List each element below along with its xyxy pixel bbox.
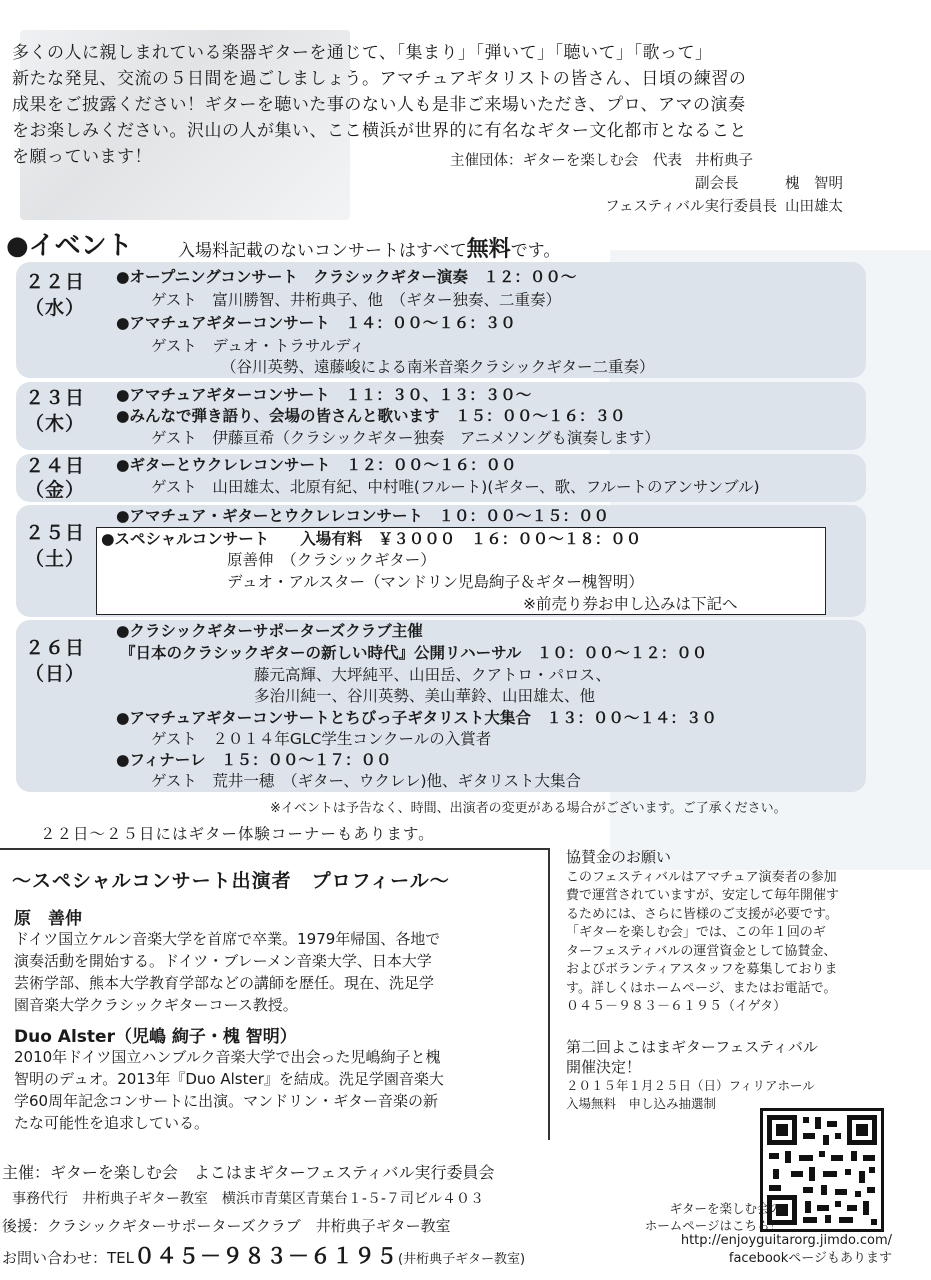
performer-name: Duo Alster（児嶋 絢子・槐 智明） [14, 1027, 297, 1047]
event-line: 『日本のクラシックギターの新しい時代』公開リハーサル １０：００～１２：００ [120, 644, 708, 662]
organizer-role: 副会長 [695, 176, 739, 192]
sponsorship-block [566, 848, 896, 1017]
organizer-person: 井桁典子 [695, 153, 753, 169]
bio-line: 学60周年記念コンサートに出演。マンドリン・ギター音楽の新 [14, 1092, 438, 1110]
day-weekday: （土） [24, 548, 85, 570]
event-line: ●アマチュアギターコンサート １４：００～１６：３０ [116, 314, 516, 332]
facebook-note: facebookページもあります [728, 1251, 892, 1266]
bio-line: 演奏活動を開始する。ドイツ・ブレーメン音楽大学、日本大学 [14, 952, 432, 970]
sponsorship-line: 費で運営されていますが、安定して毎年開催す [566, 888, 840, 903]
performer-bio [14, 1046, 534, 1134]
bio-line: 芸術学部、熊本大学教育学部などの講師を歴任。現在、洗足学 [14, 974, 435, 992]
change-notice: ※イベントは予告なく、時間、出演者の変更がある場合がございます。ご了承ください。 [270, 801, 787, 816]
performer-line: 多治川純一、谷川英勢、美山華鈴、山田雄太、他 [254, 687, 596, 705]
event-line: ●フィナーレ １５：００～１７：００ [116, 751, 392, 769]
event-guest: ゲスト 荒井一穂 （ギター、ウクレレ)他、ギタリスト大集合 [151, 772, 582, 790]
sponsorship-heading: 協賛金のお願い [566, 848, 672, 866]
day-block-24 [16, 454, 866, 502]
event-line: ●ギターとウクレレコンサート １２：００～１６：００ [116, 456, 517, 474]
day-date: ２２日 [24, 271, 85, 293]
day-date: ２６日 [24, 637, 85, 659]
day-block-22 [16, 262, 866, 378]
homepage-caption [592, 1200, 782, 1234]
event-guest: ゲスト 伊藤亘希（クラシックギター独奏 アニメソングも演奏します） [151, 429, 660, 447]
day-date: ２３日 [24, 387, 85, 409]
event-line: ●クラシックギターサポーターズクラブ主催 [116, 622, 423, 640]
next-festival-block [566, 1037, 906, 1113]
sponsorship-line: このフェスティバルはアマチュア演奏者の参加 [566, 869, 837, 885]
sponsorship-line: およびボランティアスタッフを募集しておりま [566, 962, 838, 977]
next-festival-title: 第二回よこはまギターフェスティバル [566, 1038, 818, 1056]
footer-contact [2, 1240, 525, 1270]
bio-line: たな可能性を追求している。 [14, 1114, 210, 1132]
contact-phone[interactable]: ０４５－９８３－６１９５ [134, 1244, 398, 1268]
performer-line: デュオ・アルスター（マンドリン児島絢子＆ギター槐智明） [227, 573, 644, 591]
footer-support: 後援：クラシックギターサポーターズクラブ 井桁典子ギター教室 [2, 1217, 451, 1235]
day-block-23 [16, 382, 866, 450]
organizer-block [450, 150, 890, 219]
next-festival-date: ２０１５年１月２５日（日）フィリアホール [566, 1078, 815, 1093]
intro-line: 多くの人に親しまれている楽器ギターを通じて、「集まり」「弾いて」「聴いて」「歌って」 [12, 43, 713, 63]
homepage-link[interactable]: http://enjoyguitarorg.jimdo.com/ [680, 1233, 892, 1248]
advance-ticket-note: ※前売り券お申し込みは下記へ [523, 595, 738, 613]
organizer-role: 主催団体：ギターを楽しむ会 代表 [450, 153, 682, 169]
event-guest-detail: （谷川英勢、遠藤峻による南米音楽クラシックギター二重奏） [221, 358, 655, 376]
events-sub-text: 入場料記載のないコンサートはすべて [178, 241, 467, 261]
organizer-person: 山田雄太 [785, 199, 843, 215]
footer-office: 事務代行 井桁典子ギター教室 横浜市青葉区青葉台１-５-７司ビル４０３ [12, 1191, 484, 1207]
organizer-person: 槐 智明 [785, 176, 843, 192]
event-line: ●アマチュアギターコンサートとちびっ子ギタリスト大集合 １３：００～１４：３０ [116, 709, 717, 727]
bio-line: 園音楽大学クラシックギターコース教授。 [14, 996, 298, 1014]
experience-notice: ２２日～２５日にはギター体験コーナーもあります。 [40, 825, 435, 843]
contact-suffix: (井桁典子ギター教室) [398, 1252, 526, 1267]
day-weekday: （木） [24, 413, 85, 435]
event-line: ●みんなで弾き語り、会場の皆さんと歌います １５：００～１６：３０ [116, 407, 626, 425]
sponsorship-line: す。詳しくはホームページ、またはお電話で。 [566, 980, 837, 996]
event-guest: ゲスト 富川勝智、井桁典子、他 （ギター独奏、二重奏） [151, 291, 561, 309]
day-date: ２４日 [24, 455, 85, 477]
profile-heading: ～スペシャルコンサート出演者 プロフィール～ [12, 870, 450, 892]
performer-line: 藤元高輝、大坪純平、山田岳、クアトロ・パロス、 [254, 666, 611, 684]
performer-line: 原善伸 （クラシックギター） [227, 551, 436, 569]
sponsorship-phone: ０４５－９８３－６１９５（イゲタ） [566, 999, 787, 1014]
free-label: 無料 [466, 237, 511, 262]
sponsorship-line: ターフェスティバルの運営資金として協賛金、 [566, 943, 837, 959]
special-concert-box [96, 527, 826, 615]
bio-line: ドイツ国立ケルン音楽大学を首席で卒業。1979年帰国、各地で [14, 930, 441, 948]
next-festival-title: 開催決定！ [566, 1058, 642, 1076]
next-festival-entry: 入場無料 申し込み抽選制 [566, 1096, 717, 1111]
homepage-caption-line: ホームページはこちら！ [644, 1218, 782, 1233]
events-subheading [178, 232, 560, 263]
bio-line: 智明のデュオ。2013年『Duo Alster』を結成。洗足学園音楽大 [14, 1070, 444, 1088]
events-heading: ●イベント [6, 231, 133, 261]
intro-line: 成果をご披露ください！ギターを聴いた事のない人も是非ご来場いただき、プロ、アマの演奏 [12, 95, 746, 115]
events-sub-text: です。 [510, 241, 561, 261]
intro-line: を願っています！ [12, 147, 152, 167]
organizer-role: フェスティバル実行委員長 [605, 199, 777, 215]
day-block-26 [16, 620, 866, 792]
performer-name: 原 善伸 [14, 909, 82, 929]
sponsorship-line: 「ギターを楽しむ会」では、この年１回のギ [566, 925, 826, 940]
day-weekday: （水） [24, 297, 85, 319]
event-guest: ゲスト 山田雄太、北原有紀、中村唯(フルート)(ギター、歌、フルートのアンサンブル) [151, 478, 760, 496]
event-guest: ゲスト デュオ・トラサルディ [151, 337, 365, 355]
footer-host: 主催：ギターを楽しむ会 よこはまギターフェスティバル実行委員会 [2, 1163, 495, 1182]
contact-label: お問い合わせ：TEL [2, 1249, 134, 1267]
day-weekday: （日） [24, 663, 85, 685]
intro-line: をお楽しみください。沢山の人が集い、ここ横浜が世界的に有名なギター文化都市となること [12, 121, 747, 141]
special-concert-line: ●スペシャルコンサート 入場有料 ￥３０００ １６：００～１８：００ [101, 530, 642, 548]
day-date: ２５日 [24, 522, 85, 544]
performer-bio [14, 928, 534, 1016]
homepage-caption-line: ギターを楽しむ会の [669, 1201, 782, 1216]
event-line: ●アマチュアギターコンサート １１：３０、１３：３０～ [116, 386, 532, 404]
intro-line: 新たな発見、交流の５日間を過ごしましょう。アマチュアギタリストの皆さん、日頃の練習の [12, 69, 747, 89]
event-guest: ゲスト ２０１４年GLC学生コンクールの入賞者 [151, 730, 492, 748]
sponsorship-line: るためには、さらに皆様のご支援が必要です。 [566, 906, 838, 922]
event-line: ●オープニングコンサート クラシックギター演奏 １２：００～ [116, 268, 577, 286]
event-line: ●アマチュア・ギターとウクレレコンサート １０：００～１５：００ [116, 507, 610, 525]
homepage-block [592, 1232, 892, 1268]
day-weekday: （金） [24, 479, 85, 501]
bio-line: 2010年ドイツ国立ハンブルク音楽大学で出会った児嶋絢子と槐 [14, 1048, 441, 1066]
